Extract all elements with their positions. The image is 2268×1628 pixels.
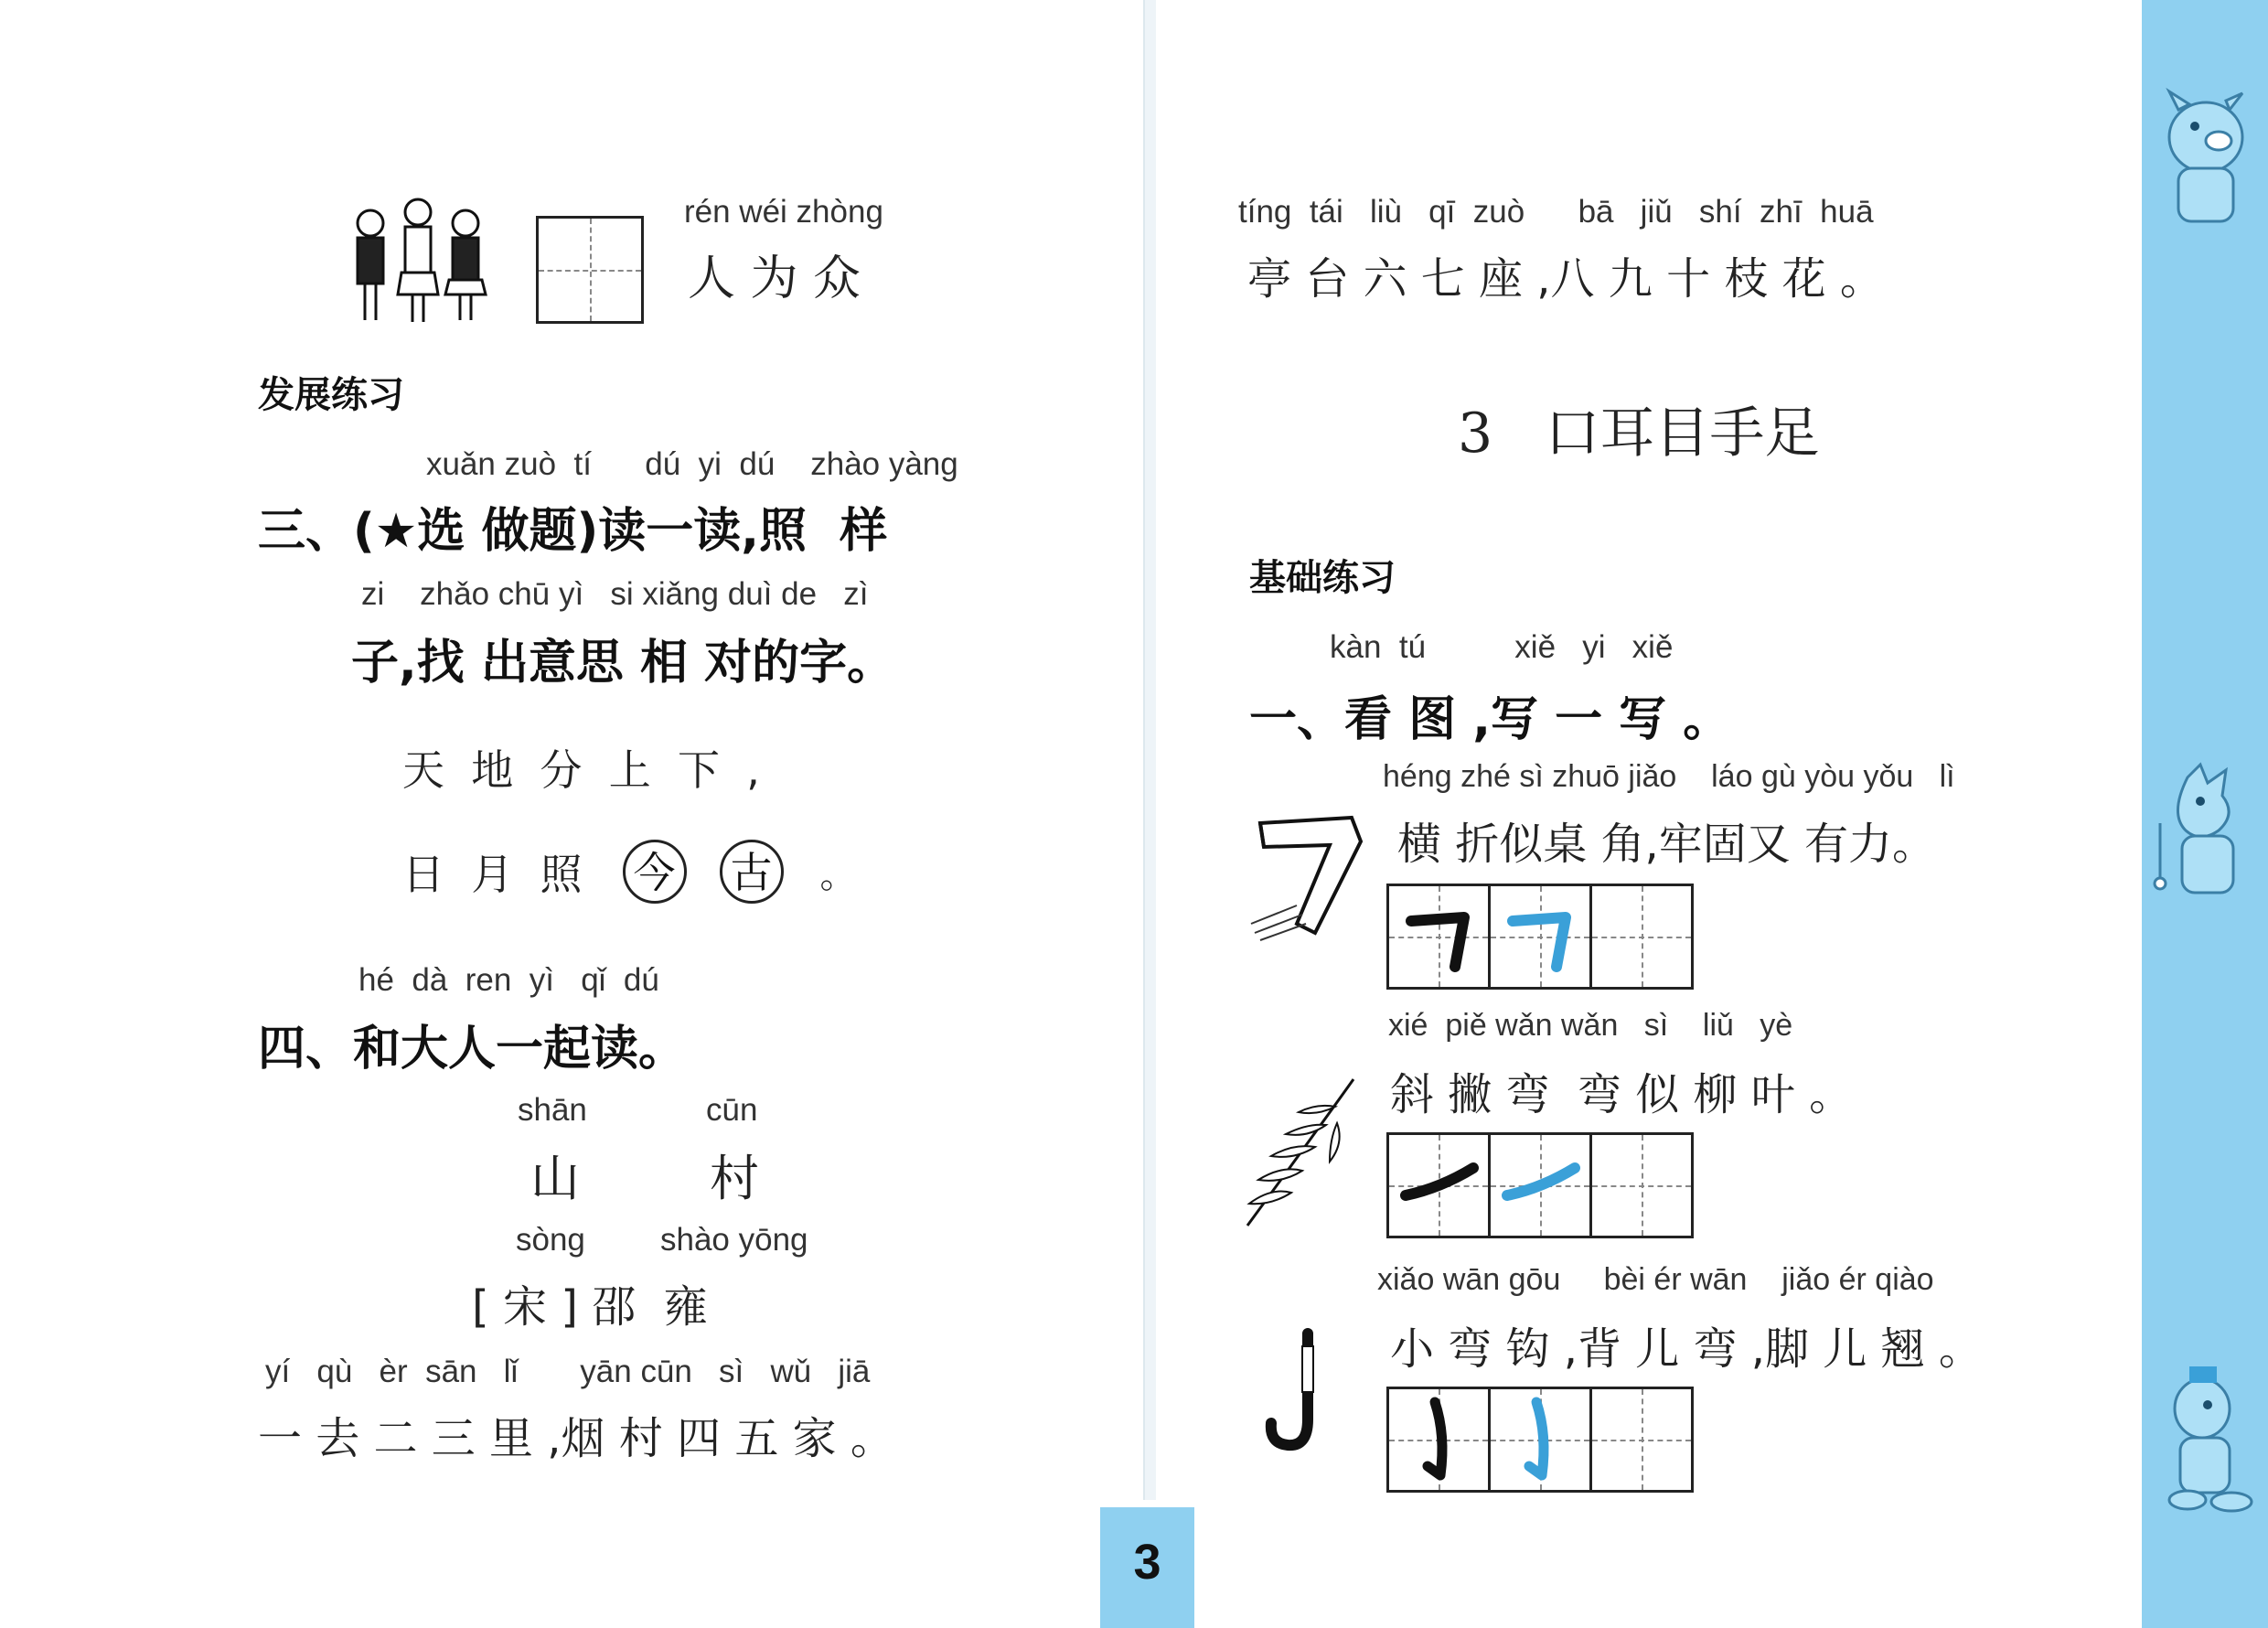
stroke2-practice-grid[interactable]: [1386, 1132, 1694, 1238]
umbrella-handle-illustration: [1260, 1328, 1333, 1456]
poem-pinyin: yí qù èr sān lǐ yān cūn sì wǔ jiā: [265, 1354, 871, 1389]
section-title-basic: 基础练习: [1249, 557, 1396, 599]
grid-cell-blank[interactable]: [1592, 1135, 1691, 1236]
dog-mascot-icon: [2142, 1354, 2268, 1518]
stroke3-text: 小 弯 钩 ,背 儿 弯 ,脚 儿 翘 。: [1390, 1323, 1983, 1375]
poem-line-2: [402, 840, 857, 904]
stroke2-pinyin: xié piě wǎn wǎn sì liǔ yè: [1388, 1008, 1793, 1043]
q1-pinyin: kàn tú xiě yi xiě: [1330, 629, 1674, 665]
pinyin-cun: cūn: [706, 1092, 758, 1128]
q4-pinyin: hé dà ren yì qǐ dú: [358, 962, 659, 998]
page-number: 3: [1100, 1507, 1194, 1628]
poem-title-cun: 村: [710, 1150, 759, 1207]
poem-line-2-end: 。: [819, 853, 857, 896]
stroke2-text: 斜 撇 弯 弯 似 柳 叶 。: [1390, 1069, 1854, 1120]
grid-cell-example-blue: [1491, 1135, 1592, 1236]
stroke3-practice-grid[interactable]: [1386, 1387, 1694, 1493]
poem-author: [ 宋 ] 邵 雍: [472, 1281, 708, 1333]
grid-cell-example-blue: [1491, 886, 1592, 987]
grid-cell-example: [1389, 1135, 1491, 1236]
q3-pinyin-line2: zi zhǎo chū yì si xiǎng duì de zì: [361, 576, 869, 612]
poem-line-1: 天 地 分 上 下 ,: [402, 745, 760, 795]
grid-cell-example: [1389, 886, 1491, 987]
poem-line-2-text: 日 月 照: [402, 850, 583, 899]
lesson-title: 3 口耳目手足: [1458, 402, 1820, 466]
q1-line: 一、看 图 ,写 一 写 。: [1249, 692, 1731, 747]
willow-leaf-illustration: [1235, 1070, 1363, 1235]
q3-line2: 子,找 出意思 相 对的字。: [351, 636, 895, 691]
stroke1-practice-grid[interactable]: [1386, 884, 1694, 990]
circled-char-jin[interactable]: 今: [623, 840, 687, 904]
poem-text: 一 去 二 三 里 ,烟 村 四 五 家 。: [258, 1413, 894, 1464]
wolf-mascot-icon: [2142, 759, 2268, 924]
writing-grid-box[interactable]: [536, 216, 644, 324]
table-corner-illustration: [1242, 805, 1370, 942]
q4-line: 四、和大人一起读。: [258, 1022, 687, 1076]
grid-cell-example: [1389, 1389, 1491, 1490]
poem-title-shan: 山: [530, 1150, 580, 1207]
q3-line1: 三、(★选 做题)读一读,照 样: [258, 504, 888, 559]
right-sidebar-band: [2142, 0, 2268, 1628]
pinyin-shan: shān: [518, 1092, 587, 1128]
q3-pinyin-line1: xuǎn zuò tí dú yi dú zhào yàng: [426, 446, 958, 482]
proverb-text: 人 为 众: [688, 252, 861, 306]
pinyin-shaoyong: shào yōng: [660, 1222, 808, 1258]
pinyin-song: sòng: [516, 1222, 585, 1258]
proverb-pinyin: rén wéi zhòng: [684, 194, 883, 230]
section-title-development: 发展练习: [258, 374, 404, 416]
stroke3-pinyin: xiǎo wān gōu bèi ér wān jiǎo ér qiào: [1377, 1262, 1934, 1297]
book-spine: [1143, 0, 1156, 1500]
top-poem-pinyin: tíng tái liù qī zuò bā jiǔ shí zhī huā: [1238, 194, 1874, 230]
grid-cell-blank[interactable]: [1592, 886, 1691, 987]
circled-char-gu[interactable]: 古: [720, 840, 784, 904]
three-children-illustration: [343, 192, 498, 329]
top-poem-text: 亭 台 六 七 座 ,八 九 十 枝 花 。: [1247, 253, 1884, 305]
grid-cell-blank[interactable]: [1592, 1389, 1691, 1490]
stroke1-text: 横 折似桌 角,牢固又 有力。: [1397, 819, 1937, 870]
pig-mascot-icon: [2142, 73, 2268, 238]
grid-cell-example-blue: [1491, 1389, 1592, 1490]
stroke1-pinyin: héng zhé sì zhuō jiǎo láo gù yòu yǒu lì: [1383, 759, 1955, 794]
